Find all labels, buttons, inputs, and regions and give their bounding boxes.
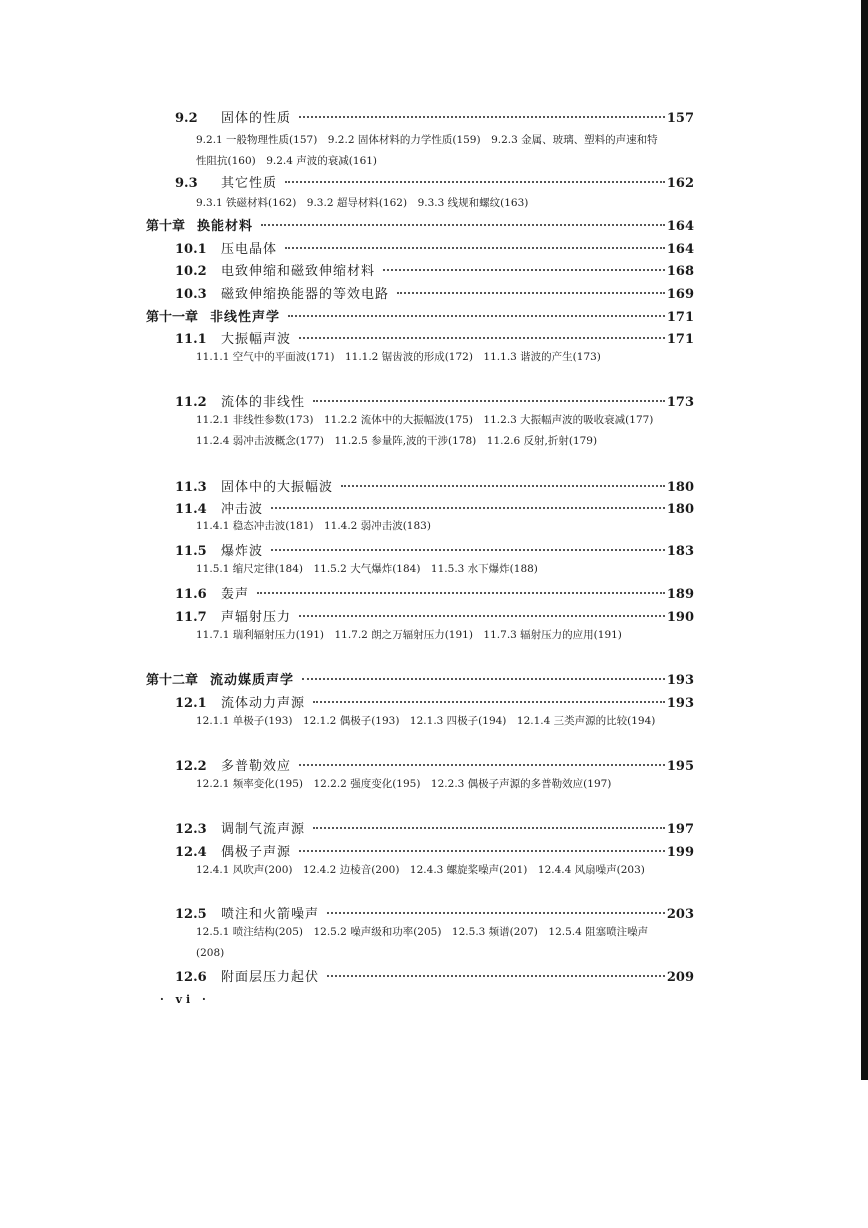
section-number: 10.2 <box>175 264 207 279</box>
toc-entry[interactable] <box>175 540 694 559</box>
chapter-title: 非线性声学 <box>210 310 281 325</box>
section-number: 10.3 <box>175 287 207 302</box>
page-number: 180 <box>666 480 694 495</box>
dot-leader <box>299 337 665 339</box>
page-number: 183 <box>666 544 694 559</box>
dot-leader <box>271 549 665 551</box>
subsection-list: 11.1.1 空气中的平面波(171) 11.1.2 锯齿波的形成(172) 11.1.3 谐波的产生(173) <box>196 351 601 363</box>
subsection-list: 11.4.1 稳态冲击波(181) 11.4.2 弱冲击波(183) <box>196 520 431 532</box>
page-number: 164 <box>666 219 694 234</box>
dot-leader <box>299 850 665 852</box>
page-number: 168 <box>666 264 694 279</box>
section-title: 多普勒效应 <box>221 759 292 774</box>
section-title: 偶极子声源 <box>221 845 292 860</box>
page-number: 209 <box>666 970 694 985</box>
section-title: 电致伸缩和磁致伸缩材料 <box>221 264 376 279</box>
page-number: 193 <box>666 696 694 711</box>
section-title: 流体的非线性 <box>221 395 306 410</box>
section-title: 固体中的大振幅波 <box>221 480 334 495</box>
toc-chapter-entry[interactable] <box>146 669 694 688</box>
dot-leader <box>327 975 665 977</box>
dot-leader <box>299 764 665 766</box>
dot-leader <box>327 912 665 914</box>
scan-edge-shadow <box>861 0 868 1080</box>
toc-entry[interactable] <box>175 755 694 774</box>
section-number: 12.2 <box>175 759 207 774</box>
page-number: 157 <box>666 111 694 126</box>
section-number: 11.4 <box>175 502 207 517</box>
dot-leader <box>299 116 665 118</box>
section-number: 9.3 <box>175 176 198 191</box>
dot-leader <box>299 615 665 617</box>
toc-entry[interactable] <box>175 172 694 191</box>
section-number: 11.7 <box>175 610 207 625</box>
subsection-list: 12.4.1 风吹声(200) 12.4.2 边棱音(200) 12.4.3 螺旋桨噪声(201) 12.4.4 风扇噪声(203) <box>196 864 645 876</box>
page-number: 199 <box>666 845 694 860</box>
chapter-title: 换能材料 <box>197 219 254 234</box>
dot-leader <box>271 507 665 509</box>
page-number: 203 <box>666 907 694 922</box>
dot-leader <box>261 224 665 226</box>
page-number: 197 <box>666 822 694 837</box>
page-folio: · vi · <box>160 993 210 1006</box>
chapter-number: 第十一章 <box>146 310 199 325</box>
chapter-number: 第十章 <box>146 219 186 234</box>
dot-leader <box>383 269 665 271</box>
page-number: 195 <box>666 759 694 774</box>
subsection-list: 9.3.1 铁磁材料(162) 9.3.2 超导材料(162) 9.3.3 线规和螺纹(163) <box>196 197 529 209</box>
toc-entry[interactable] <box>175 692 694 711</box>
toc-entry[interactable] <box>175 903 694 922</box>
toc-entry[interactable] <box>175 498 694 517</box>
chapter-title: 流动媒质声学 <box>210 673 295 688</box>
page-number: 171 <box>666 332 694 347</box>
section-title: 磁致伸缩换能器的等效电路 <box>221 287 390 302</box>
toc-chapter-entry[interactable] <box>146 306 694 325</box>
toc-entry[interactable] <box>175 283 694 302</box>
section-title: 爆炸波 <box>221 544 264 559</box>
page-number: 171 <box>666 310 694 325</box>
dot-leader <box>341 485 665 487</box>
section-number: 12.5 <box>175 907 207 922</box>
page-number: 193 <box>666 673 694 688</box>
dot-leader <box>397 292 665 294</box>
chapter-number: 第十二章 <box>146 673 199 688</box>
toc-entry[interactable] <box>175 328 694 347</box>
toc-chapter-entry[interactable] <box>146 215 694 234</box>
section-title: 声辐射压力 <box>221 610 292 625</box>
dot-leader <box>313 827 665 829</box>
page-number: 180 <box>666 502 694 517</box>
subsection-list: 11.2.1 非线性参数(173) 11.2.2 流体中的大振幅波(175) 11.2.3 大振幅声波的吸收衰减(177) 11.2.4 弱冲击波概念(177) 11.2.5 参量阵,波的干涉(178) 11.2.6 反射,折射(179) <box>196 414 664 447</box>
page-number: 173 <box>666 395 694 410</box>
section-title: 流体动力声源 <box>221 696 306 711</box>
section-number: 11.1 <box>175 332 207 347</box>
section-title: 其它性质 <box>221 176 278 191</box>
subsection-list: 9.2.1 一般物理性质(157) 9.2.2 固体材料的力学性质(159) 9.2.3 金属、玻璃、塑料的声速和特性阻抗(160) 9.2.4 声波的衰减(161) <box>196 134 658 167</box>
dot-leader <box>313 400 665 402</box>
section-number: 12.4 <box>175 845 207 860</box>
section-number: 12.6 <box>175 970 207 985</box>
section-title: 压电晶体 <box>221 242 278 257</box>
dot-leader <box>288 315 665 317</box>
dot-leader <box>285 181 665 183</box>
section-title: 轰声 <box>221 587 250 602</box>
toc-entry[interactable] <box>175 966 694 985</box>
page-number: 162 <box>666 176 694 191</box>
toc-entry[interactable] <box>175 391 694 410</box>
toc-entry[interactable] <box>175 260 694 279</box>
section-title: 喷注和火箭噪声 <box>221 907 320 922</box>
dot-leader <box>285 247 665 249</box>
section-number: 11.5 <box>175 544 207 559</box>
toc-entry[interactable] <box>175 606 694 625</box>
section-number: 12.3 <box>175 822 207 837</box>
toc-entry[interactable] <box>175 841 694 860</box>
toc-entry[interactable] <box>175 238 694 257</box>
section-title: 调制气流声源 <box>221 822 306 837</box>
section-number: 12.1 <box>175 696 207 711</box>
section-title: 冲击波 <box>221 502 264 517</box>
page-number: 189 <box>666 587 694 602</box>
dot-leader <box>257 592 665 594</box>
page-number: 190 <box>666 610 694 625</box>
toc-entry[interactable] <box>175 583 694 602</box>
dot-leader <box>313 701 665 703</box>
toc-entry[interactable] <box>175 107 694 126</box>
toc-entry[interactable] <box>175 818 694 837</box>
page-number: 169 <box>666 287 694 302</box>
subsection-list: 12.1.1 单极子(193) 12.1.2 偶极子(193) 12.1.3 四极子(194) 12.1.4 三类声源的比较(194) <box>196 715 656 727</box>
subsection-list: 12.2.1 频率变化(195) 12.2.2 强度变化(195) 12.2.3 偶极子声源的多普勒效应(197) <box>196 778 612 790</box>
section-number: 11.2 <box>175 395 207 410</box>
section-title: 附面层压力起伏 <box>221 970 320 985</box>
dot-leader <box>302 678 665 680</box>
toc-entry[interactable] <box>175 476 694 495</box>
section-number: 9.2 <box>175 111 198 126</box>
page-number: 164 <box>666 242 694 257</box>
section-title: 大振幅声波 <box>221 332 292 347</box>
section-number: 11.6 <box>175 587 207 602</box>
section-title: 固体的性质 <box>221 111 292 126</box>
subsection-list: 11.5.1 缩尺定律(184) 11.5.2 大气爆炸(184) 11.5.3 水下爆炸(188) <box>196 563 538 575</box>
subsection-list: 12.5.1 喷注结构(205) 12.5.2 噪声级和功率(205) 12.5.3 频谱(207) 12.5.4 阻塞喷注噪声(208) <box>196 926 649 959</box>
section-number: 11.3 <box>175 480 207 495</box>
subsection-list: 11.7.1 瑞利辐射压力(191) 11.7.2 朗之万辐射压力(191) 11.7.3 辐射压力的应用(191) <box>196 629 622 641</box>
section-number: 10.1 <box>175 242 207 257</box>
